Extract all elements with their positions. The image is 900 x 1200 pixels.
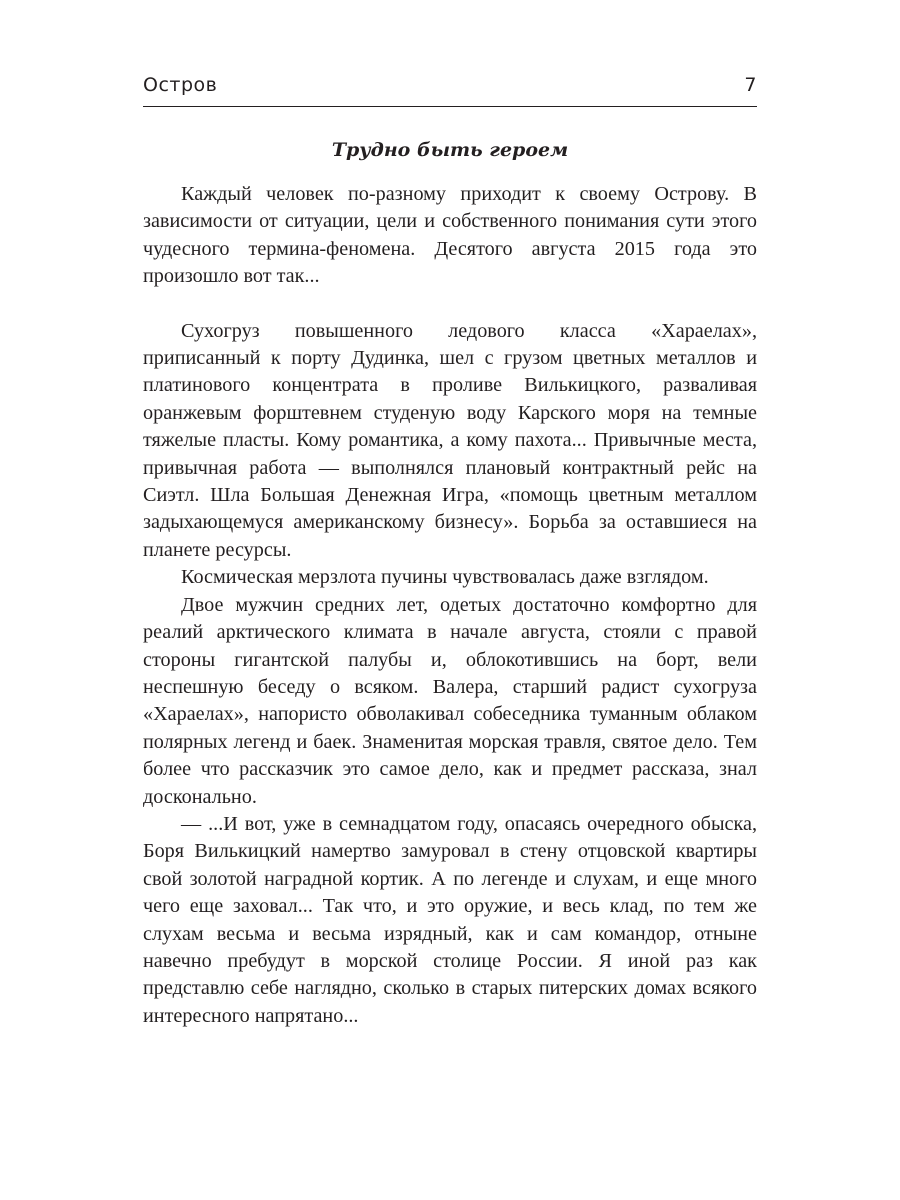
paragraph: Каждый человек по-разному приходит к своему Острову. В зависимости от ситуации, цели и собственного понимания сути этого чудесного термина-феномена. Десятого августа 2015 года это произошло вот так...: [143, 183, 757, 288]
paragraph: Сухогруз повышенного ледового класса «Хараелах», приписанный к порту Дудинка, шел с грузом цветных металлов и платинового концентрата в проливе Вилькицкого, разваливая оранжевым форштевнем студеную воду Карского моря на темные тяжелые пласты. Кому романтика, а кому пахота... Привычные места, привычная работа — выполнялся плановый контрактный рейс на Сиэтл. Шла Большая Денежная Игра, «помощь цветным металлом задыхающемуся американскому бизнесу». Борьба за оставшиеся на планете ресурсы.: [143, 319, 757, 561]
running-title: Остров: [143, 74, 218, 96]
book-page: [143, 70, 757, 1030]
paragraph: Двое мужчин средних лет, одетых достаточно комфортно для реалий арктического климата в начале августа, стояли с правой стороны гигантской палубы и, облокотившись на борт, вели неспешную беседу о всяком. Валера, старший радист сухогруза «Хараелах», напористо обволакивал собеседника туманным облаком полярных легенд и баек. Знаменитая морская травля, святое дело. Тем более что рассказчик это самое дело, как и предмет рассказа, знал досконально.: [143, 593, 757, 808]
chapter-title: Трудно быть героем: [331, 139, 569, 161]
paragraph: — ...И вот, уже в семнадцатом году, опасаясь очередного обыска, Боря Вилькицкий намертво замуровал в стену отцовской квартиры свой золотой наградной кортик. А по легенде и слухам, и еще много чего еще заховал... Так что, и это оружие, и весь клад, по тем же слухам весьма и весьма изрядный, как и сам командор, отныне навечно пребудут в морской столице России. Я иной раз как представлю себе наглядно, сколько в старых питерских домах всякого интересного напрятано...: [143, 812, 757, 1027]
page-number: 7: [744, 74, 757, 96]
body-text: [143, 181, 757, 1030]
running-header: [143, 70, 757, 107]
paragraph: Космическая мерзлота пучины чувствовалась даже взглядом.: [181, 566, 709, 589]
